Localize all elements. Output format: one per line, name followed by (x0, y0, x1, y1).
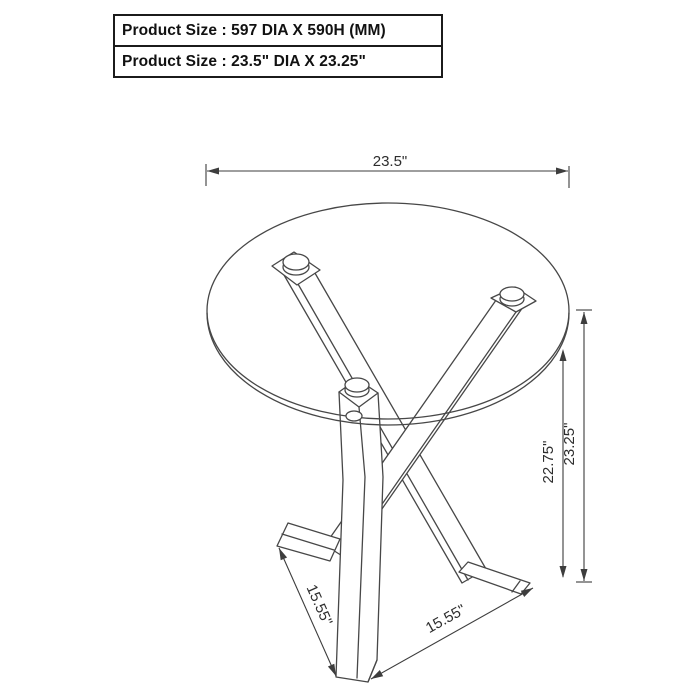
arrowhead-down (581, 569, 588, 581)
arrowhead-up (581, 312, 588, 324)
arrowhead-left (207, 168, 219, 175)
spec-row-inch (115, 45, 441, 76)
dim-leg-span-right (371, 588, 533, 679)
dim-label-top-diameter: 23.5" (372, 153, 408, 170)
dim-label-height-underside: 22.75" (540, 440, 557, 484)
arrowhead-up (279, 548, 287, 560)
leg-pad-top (500, 287, 524, 301)
leg-pad-top (345, 378, 369, 392)
arrowhead-down (328, 664, 336, 676)
dimension-line (371, 588, 533, 679)
dim-top-diameter (206, 153, 569, 188)
arrowhead-down (560, 566, 567, 578)
dim-label-leg-span-left: 15.55" (302, 582, 336, 629)
spec-row-mm (115, 16, 441, 45)
dim-label-leg-span-right: 15.55" (422, 601, 469, 637)
dim-height-total (561, 310, 592, 582)
spec-text-mm: Product Size : 597 DIA X 590H (MM) (122, 21, 386, 39)
fastener-hole (346, 411, 362, 421)
leg-body (336, 392, 383, 682)
dim-label-height-total: 23.25" (561, 422, 578, 466)
arrowhead-up (560, 349, 567, 361)
spec-text-inch: Product Size : 23.5" DIA X 23.25" (122, 52, 366, 70)
dim-leg-span-left (279, 548, 336, 676)
leg-pad-top (283, 254, 309, 270)
arrowhead-right (556, 168, 568, 175)
spec-table (113, 14, 443, 78)
